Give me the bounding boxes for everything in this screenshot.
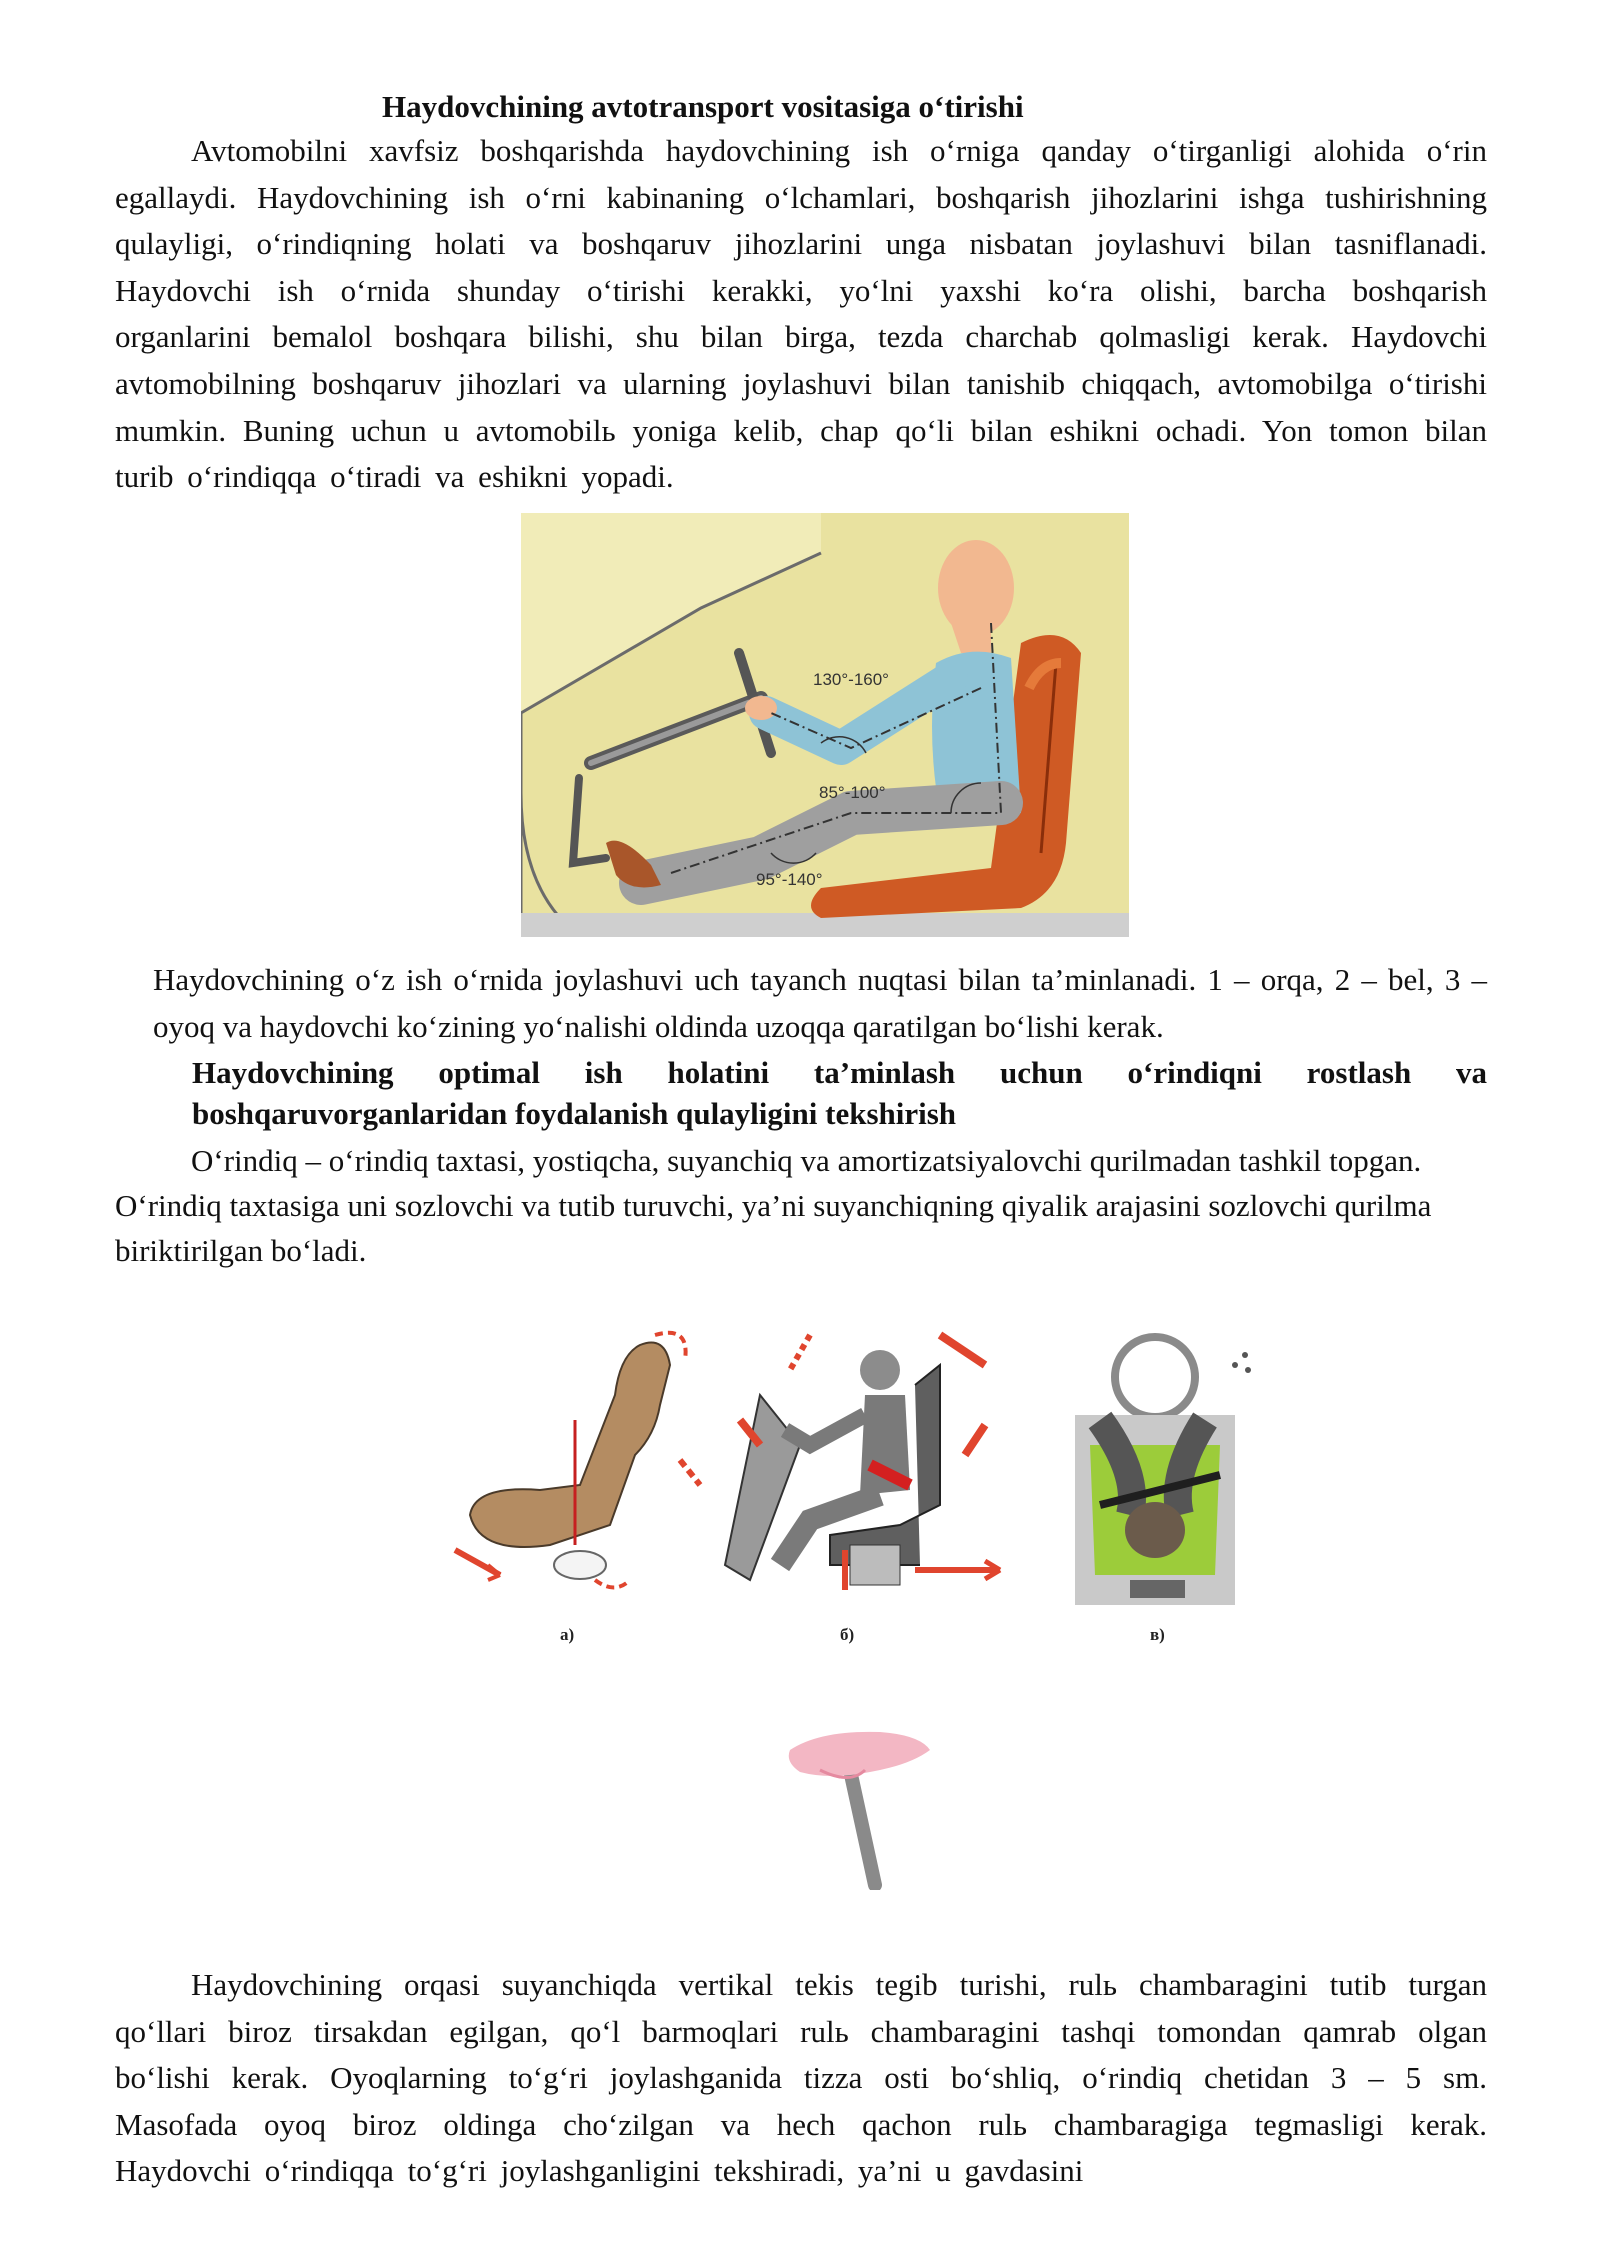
hand-on-lever-illustration bbox=[760, 1710, 940, 1890]
angle-label-knee: 95°-140° bbox=[756, 870, 823, 889]
seat-diagram-c bbox=[1075, 1337, 1251, 1644]
paragraph-intro: Avtomobilni xavfsiz boshqarishda haydovchining ish o‘rniga qanday o‘tirganligi alohida o‘rin egallaydi. Haydovchining ish o‘rni kabinaning o‘lchamlari, boshqarish jihozlarini ishga tushirishning qulayligi, o‘rindiqning holati va boshqaruv jihozlarini unga nisbatan joylashuvi bilan tasniflanadi. Haydovchi ish o‘rnida shunday o‘tirishi kerakki, yo‘lni yaxshi ko‘ra olishi, barcha boshqarish organlarini bemalol boshqara bilishi, shu bilan birga, tezda charchab qolmasligi kerak. Haydovchi avtomobilning boshqaruv jihozlari va ularning joylashuvi bilan tanishib chiqqach, avtomobilga o‘tirishi mumkin. Buning uchun u avtomobilь yoniga kelib, chap qo‘li bilan eshikni ochadi. Yon tomon bilan turib o‘rindiqqa o‘tiradi va eshikni yopadi. bbox=[115, 133, 1487, 495]
angle-label-hip: 85°-100° bbox=[819, 783, 886, 802]
driver-posture-illustration bbox=[521, 513, 1129, 937]
figure-caption-c: в) bbox=[1150, 1625, 1165, 1644]
angle-label-arm: 130°-160° bbox=[813, 670, 889, 689]
figure-caption-b: б) bbox=[840, 1625, 855, 1644]
seat-diagram-b bbox=[725, 1335, 1000, 1644]
paragraph-correct-posture: Haydovchining orqasi suyanchiqda vertikal tekis tegib turishi, rulь chambaragini tutib turgan qo‘llari biroz tirsakdan egilgan, qo‘l barmoqlari rulь chambaragini tashqi tomondan qamrab olgan bo‘lishi kerak. Oyoqlarning to‘g‘ri joylashganida tizza osti bo‘shliq, o‘rindiq chetidan 3 – 5 sm. Masofada oyoq biroz oldinga cho‘zilgan va hech qachon rulь chambaragiga tegmasligi kerak. Haydovchi o‘rindiqqa to‘g‘ri joylashganligini tekshiradi, ya’ni u gavdasini bbox=[115, 1967, 1487, 2189]
seat-diagram-a bbox=[455, 1333, 700, 1644]
figure-caption-a: а) bbox=[560, 1625, 575, 1644]
page-title: Haydovchining avtotransport vositasiga o‘tirishi bbox=[382, 89, 1024, 124]
paragraph-support-points: Haydovchining o‘z ish o‘rnida joylashuvi uch tayanch nuqtasi bilan ta’minlanadi. 1 – orqa, 2 – bel, 3 – oyoq va haydovchi ko‘zining yo‘nalishi oldinda uzoqqa qaratilgan bo‘lishi kerak. bbox=[153, 962, 1487, 1044]
section-heading: Haydovchining optimal ish holatini ta’minlash uchun o‘rindiqni rostlash va boshqaruvorganlaridan foydalanish qulayligini tekshirish bbox=[192, 1055, 1487, 1131]
paragraph-seat-structure: O‘rindiq – o‘rindiq taxtasi, yostiqcha, suyanchiq va amortizatsiyalovchi qurilmadan tashkil topgan. O‘rindiq taxtasiga uni sozlovchi va tutib turuvchi, ya’ni suyanchiqning qiyalik arajasini sozlovchi qurilma biriktirilgan bo‘ladi. bbox=[115, 1143, 1432, 1268]
seat-adjustment-illustration bbox=[440, 1325, 1260, 1650]
